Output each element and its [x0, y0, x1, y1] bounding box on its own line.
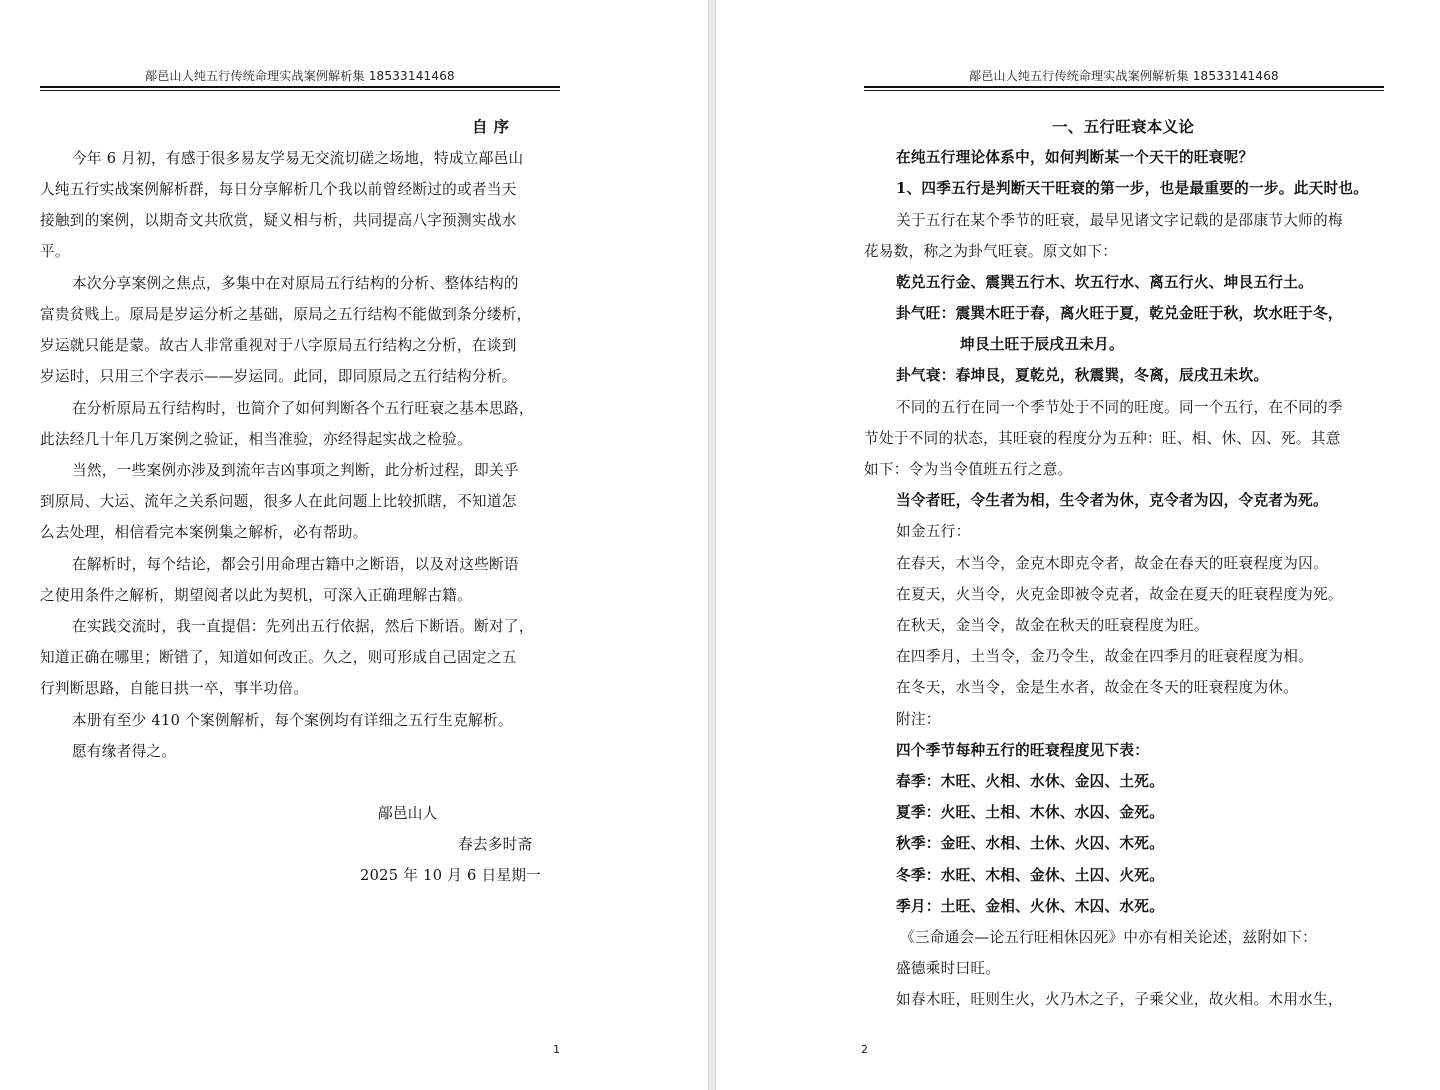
body-line: 节处于不同的状态，其旺衰的程度分为五种：旺、相、休、囚、死。其意	[864, 430, 1341, 447]
header-rule-thin	[40, 90, 560, 91]
body-line: 不同的五行在同一个季节处于不同的旺度。同一个五行，在不同的季	[896, 399, 1343, 416]
body-line: 如春木旺，旺则生火，火乃木之子，子乘父业，故火相。木用水生，	[896, 991, 1343, 1008]
body-line: 接触到的案例，以期奇文共欣赏，疑义相与析，共同提高八字预测实战水	[40, 212, 517, 229]
body-line: 如金五行：	[896, 523, 971, 540]
body-line: 在实践交流时，我一直提倡：先列出五行依据，然后下断语。断对了，	[72, 618, 534, 635]
studio-name: 春去多时斋	[458, 836, 533, 853]
body-line: 岁运时，只用三个字表示——岁运同。此同，即同原局之五行结构分析。	[40, 368, 517, 385]
page-gutter	[708, 0, 716, 1090]
header-rule	[864, 86, 1384, 88]
body-line: 如下：令为当令值班五行之意。	[864, 461, 1073, 478]
body-line: 在秋天，金当令，故金在秋天的旺衰程度为旺。	[896, 617, 1209, 634]
body-line: 在春天，木当令，金克木即克令者，故金在春天的旺衰程度为囚。	[896, 555, 1328, 572]
body-line: 1、四季五行是判断天干旺衰的第一步，也是最重要的一步。此天时也。	[896, 180, 1369, 197]
body-line: 附注：	[896, 711, 941, 728]
header-rule-thin	[864, 90, 1384, 91]
page-header: 鄗邑山人纯五行传统命理实战案例解析集 18533141468	[969, 69, 1279, 83]
page-number: 1	[553, 1043, 560, 1056]
body-line: 平。	[40, 243, 70, 260]
body-line: 今年 6 月初，有感于很多易友学易无交流切磋之场地，特成立鄗邑山	[72, 150, 524, 167]
body-line: 冬季：水旺、木相、金休、土囚、火死。	[896, 867, 1165, 884]
body-line: 之使用条件之解析，期望阅者以此为契机，可深入正确理解古籍。	[40, 587, 472, 604]
body-line: 人纯五行实战案例解析群，每日分享解析几个我以前曾经断过的或者当天	[40, 181, 517, 198]
body-line: 夏季：火旺、土相、木休、水囚、金死。	[896, 804, 1165, 821]
body-line: 《三命通会—论五行旺相休囚死》中亦有相关论述，兹附如下：	[900, 929, 1318, 946]
body-line: 坤艮土旺于辰戌丑未月。	[960, 336, 1124, 353]
body-line: 行判断思路，自能日拱一卒，事半功倍。	[40, 680, 309, 697]
body-line: 到原局、大运、流年之关系问题，很多人在此问题上比较抓瞎，不知道怎	[40, 493, 517, 510]
body-line: 卦气旺：震巽木旺于春，离火旺于夏，乾兑金旺于秋，坎水旺于冬，	[896, 305, 1343, 322]
body-line: 在四季月，土当令，金乃令生，故金在四季月的旺衰程度为相。	[896, 648, 1314, 665]
preface-title: 自 序	[472, 117, 510, 136]
body-line: 乾兑五行金、震巽五行木、坎五行水、离五行火、坤艮五行土。	[896, 274, 1314, 291]
body-line: 春季：木旺、火相、水休、金囚、土死。	[896, 773, 1165, 790]
body-line: 关于五行在某个季节的旺衰，最早见诸文字记载的是邵康节大师的梅	[896, 212, 1343, 229]
preface-date: 2025 年 10 月 6 日星期一	[360, 867, 542, 884]
body-line: 岁运就只能是蒙。故古人非常重视对于八字原局五行结构之分析，在谈到	[40, 337, 517, 354]
body-line: 知道正确在哪里；断错了，知道如何改正。久之，则可形成自己固定之五	[40, 649, 517, 666]
body-line: 本册有至少 410 个案例解析，每个案例均有详细之五行生克解析。	[72, 712, 513, 729]
body-line: 本次分享案例之焦点，多集中在对原局五行结构的分析、整体结构的	[72, 275, 519, 292]
body-line: 愿有缘者得之。	[72, 743, 177, 760]
author-signature: 鄗邑山人	[378, 805, 438, 822]
body-line: 盛德乘时曰旺。	[896, 960, 1001, 977]
section-title: 一、五行旺衰本义论	[1052, 117, 1195, 136]
body-line: 当然，一些案例亦涉及到流年吉凶事项之判断，此分析过程，即关乎	[72, 462, 519, 479]
body-line: 在分析原局五行结构时，也简介了如何判断各个五行旺衰之基本思路，	[72, 400, 534, 417]
document-page-1	[0, 0, 708, 1090]
page-number: 2	[861, 1043, 868, 1056]
body-line: 卦气衰：春坤艮，夏乾兑，秋震巽，冬离，辰戌丑未坎。	[896, 367, 1269, 384]
body-line: 季月：土旺、金相、火休、木囚、水死。	[896, 898, 1165, 915]
body-line: 秋季：金旺、水相、土休、火囚、木死。	[896, 835, 1165, 852]
body-line: 在夏天，火当令，火克金即被令克者，故金在夏天的旺衰程度为死。	[896, 586, 1343, 603]
body-line: 么去处理，相信看完本案例集之解析，必有帮助。	[40, 524, 368, 541]
body-line: 在纯五行理论体系中，如何判断某一个天干的旺衰呢？	[896, 149, 1254, 166]
body-line: 在解析时，每个结论，都会引用命理古籍中之断语，以及对这些断语	[72, 556, 519, 573]
page-header: 鄗邑山人纯五行传统命理实战案例解析集 18533141468	[145, 69, 455, 83]
body-line: 花易数，称之为卦气旺衰。原文如下：	[864, 243, 1118, 260]
body-line: 此法经几十年几万案例之验证，相当准验，亦经得起实战之检验。	[40, 431, 472, 448]
body-line: 富贵贫贱上。原局是岁运分析之基础，原局之五行结构不能做到条分缕析，	[40, 306, 532, 323]
body-line: 当令者旺，令生者为相，生令者为休，克令者为囚，令克者为死。	[896, 492, 1328, 509]
body-line: 四个季节每种五行的旺衰程度见下表：	[896, 742, 1150, 759]
body-line: 在冬天，水当令，金是生水者，故金在冬天的旺衰程度为休。	[896, 679, 1299, 696]
document-page-2	[716, 0, 1440, 1090]
header-rule	[40, 86, 560, 88]
